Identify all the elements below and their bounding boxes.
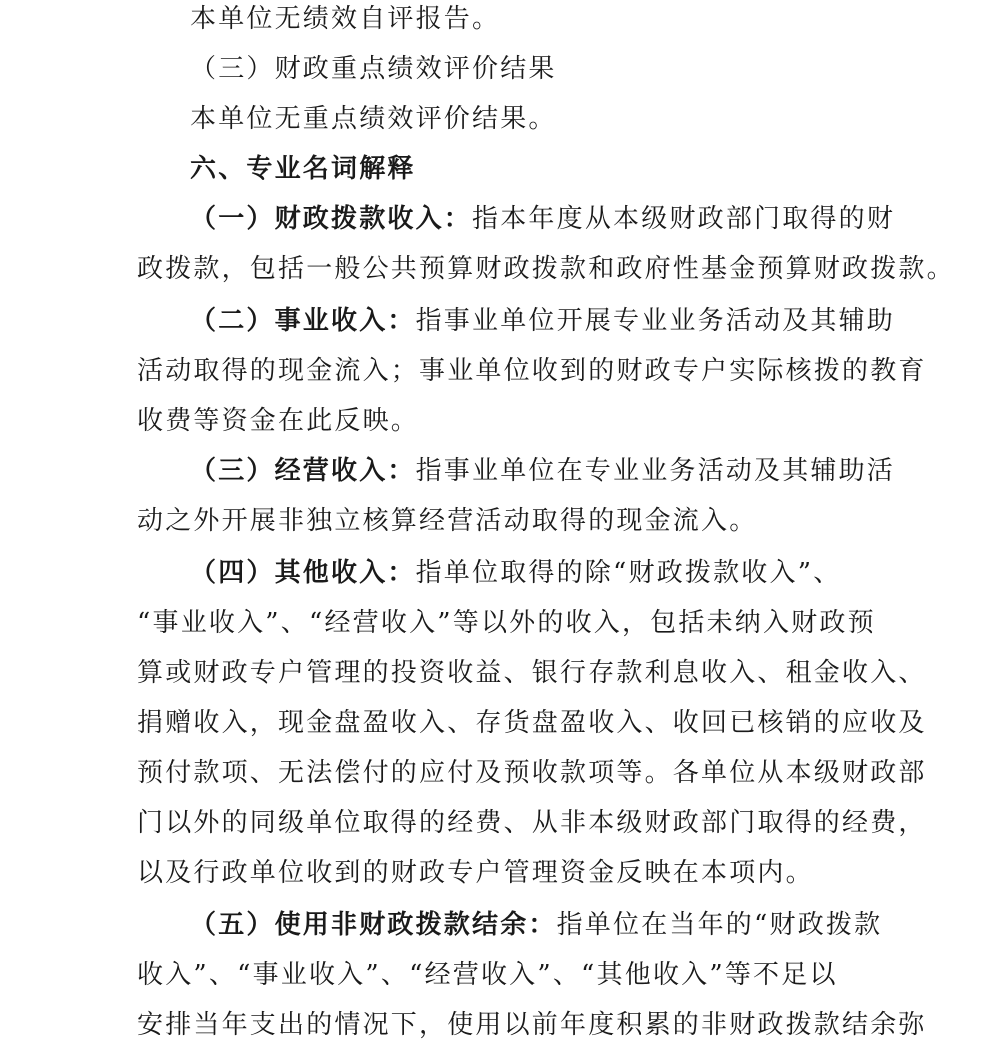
definition-line: 政拨款，包括一般公共预算财政拨款和政府性基金预算财政拨款。 [137, 254, 955, 284]
definition-line: 门以外的同级单位取得的经费、从非本级财政部门取得的经费， [137, 808, 927, 838]
definition-non-fiscal-surplus [190, 910, 950, 940]
definition-text: 指单位取得的除“财政拨款收入”、 [415, 558, 842, 588]
term-fiscal-appropriation: （一）财政拨款收入： [190, 204, 473, 234]
paragraph-no-self-evaluation: 本单位无绩效自评报告。 [190, 4, 501, 34]
definition-text: 指单位在当年的“财政拨款 [556, 910, 883, 940]
term-business-income: （二）事业收入： [190, 306, 416, 336]
definition-line: 动之外开展非独立核算经营活动取得的现金流入。 [137, 506, 758, 536]
paragraph-no-key-evaluation: 本单位无重点绩效评价结果。 [190, 104, 557, 134]
term-other-income: （四）其他收入： [190, 558, 416, 588]
definition-line: 预付款项、无法偿付的应付及预收款项等。各单位从本级财政部 [137, 758, 927, 788]
heading-key-evaluation-results: （三）财政重点绩效评价结果 [190, 54, 557, 84]
definition-line: “事业收入”、“经营收入”等以外的收入，包括未纳入财政预 [137, 608, 876, 638]
definition-line: 收费等资金在此反映。 [137, 406, 420, 436]
definition-line: 算或财政专户管理的投资收益、银行存款利息收入、租金收入、 [137, 658, 927, 688]
definition-line: 收入”、“事业收入”、“经营收入”、“其他收入”等不足以 [137, 960, 838, 990]
definition-operating-income [190, 456, 950, 486]
term-operating-income: （三）经营收入： [190, 456, 416, 486]
heading-glossary: 六、专业名词解释 [190, 154, 416, 184]
definition-line: 捐赠收入，现金盘盈收入、存货盘盈收入、收回已核销的应收及 [137, 708, 927, 738]
definition-line: 以及行政单位收到的财政专户管理资金反映在本项内。 [137, 858, 814, 888]
definition-fiscal-appropriation [190, 204, 950, 234]
definition-other-income [190, 558, 950, 588]
definition-line: 安排当年支出的情况下，使用以前年度积累的非财政拨款结余弥 [137, 1010, 927, 1040]
definition-line: 活动取得的现金流入；事业单位收到的财政专户实际核拨的教育 [137, 356, 927, 386]
definition-text: 指事业单位开展专业业务活动及其辅助 [415, 306, 896, 336]
definition-business-income [190, 306, 950, 336]
term-non-fiscal-surplus: （五）使用非财政拨款结余： [190, 910, 557, 940]
definition-text: 指本年度从本级财政部门取得的财 [472, 204, 896, 234]
definition-text: 指事业单位在专业业务活动及其辅助活 [415, 456, 896, 486]
